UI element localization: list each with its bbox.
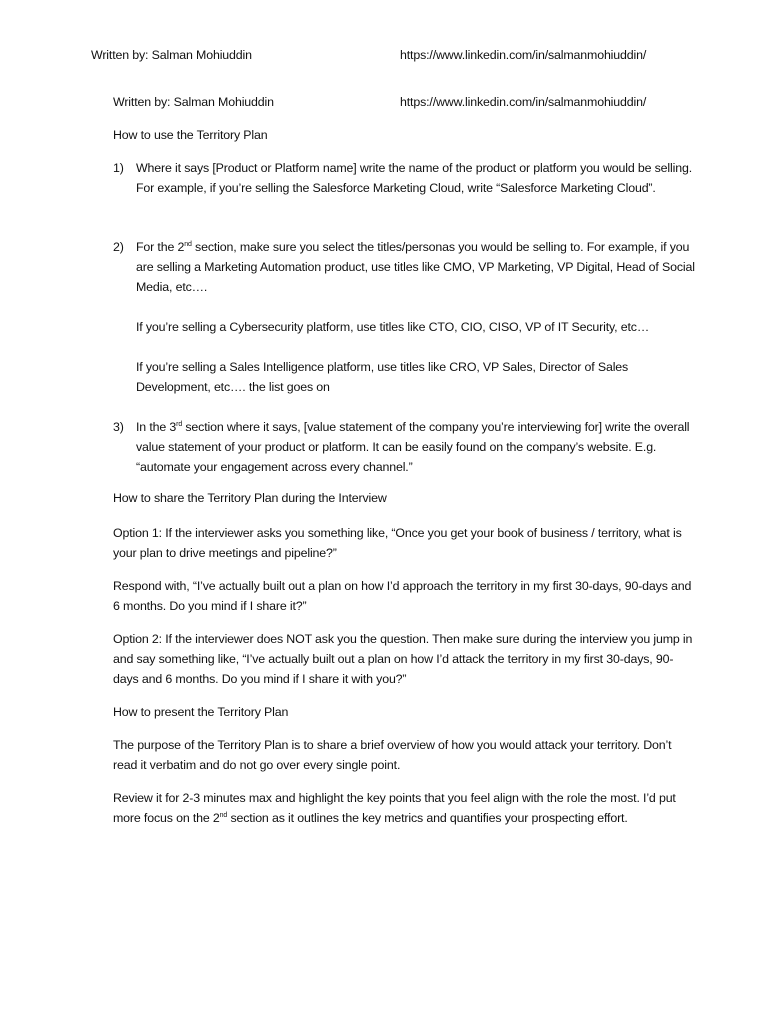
list-number-2: 2) — [113, 240, 124, 254]
list-number-3: 3) — [113, 420, 124, 434]
paragraph-respond-with: Respond with, “I’ve actually built out a plan on how I’d approach the territory in my first 30-days, 90-days and 6 months. Do you mind if I share it?” — [113, 579, 692, 613]
section-heading-use-plan: How to use the Territory Plan — [113, 128, 268, 142]
section-heading-share-plan: How to share the Territory Plan during the Interview — [113, 491, 387, 505]
list-item-2-sales-intelligence-paragraph: If you’re selling a Sales Intelligence platform, use titles like CRO, VP Sales, Director of Sales Development, etc…. the list goes on — [136, 360, 629, 394]
list-item-3-text: In the 3rd section where it says, [value statement of the company you’re interviewing for] write the overall value statement of your product or platform. It can be easily found on the company’s website. E.g. “automate your engagement across every channel.” — [136, 420, 690, 474]
section-heading-present-plan: How to present the Territory Plan — [113, 705, 289, 719]
paragraph-option-2: Option 2: If the interviewer does NOT ask you the question. Then make sure during the interview you jump in and say something like, “I’ve actually built out a plan on how I’d attack the territory in my first 30-days, 90-days and 6 months. Do you mind if I share it with you?” — [113, 632, 693, 686]
list-item-1-text: Where it says [Product or Platform name] write the name of the product or platform you would be selling. For example, if you’re selling the Salesforce Marketing Cloud, write “Salesforce Marketing Cloud”. — [136, 161, 693, 195]
list-item-2-text: For the 2nd section, make sure you select the titles/personas you would be selling to. For example, if you are selling a Marketing Automation product, use titles like CMO, VP Marketing, VP Digital, Head of Social Media, etc…. — [136, 240, 695, 294]
paragraph-review: Review it for 2-3 minutes max and highlight the key points that you feel align with the role the most. I’d put more focus on the 2nd section as it outlines the key metrics and quantifies your prospecting effort. — [113, 791, 676, 825]
list-item-2-cybersecurity-paragraph: If you’re selling a Cybersecurity platform, use titles like CTO, CIO, CISO, VP of IT Security, etc… — [136, 320, 650, 334]
superscript-nd-section: nd — [219, 812, 228, 819]
paragraph-option-1: Option 1: If the interviewer asks you something like, “Once you get your book of business / territory, what is your plan to drive meetings and pipeline?” — [113, 526, 682, 560]
outer-header-author: Written by: Salman Mohiuddin — [91, 48, 252, 62]
superscript-rd: rd — [176, 421, 183, 428]
list-number-1: 1) — [113, 161, 124, 175]
outer-header-linkedin-url[interactable]: https://www.linkedin.com/in/salmanmohiuddin/ — [400, 48, 647, 62]
document-header-linkedin-url[interactable]: https://www.linkedin.com/in/salmanmohiuddin/ — [400, 95, 647, 109]
document-header-author: Written by: Salman Mohiuddin — [113, 95, 274, 109]
paragraph-purpose: The purpose of the Territory Plan is to share a brief overview of how you would attack your territory. Don’t read it verbatim and do not go over every single point. — [113, 738, 672, 772]
superscript-nd: nd — [184, 241, 192, 248]
